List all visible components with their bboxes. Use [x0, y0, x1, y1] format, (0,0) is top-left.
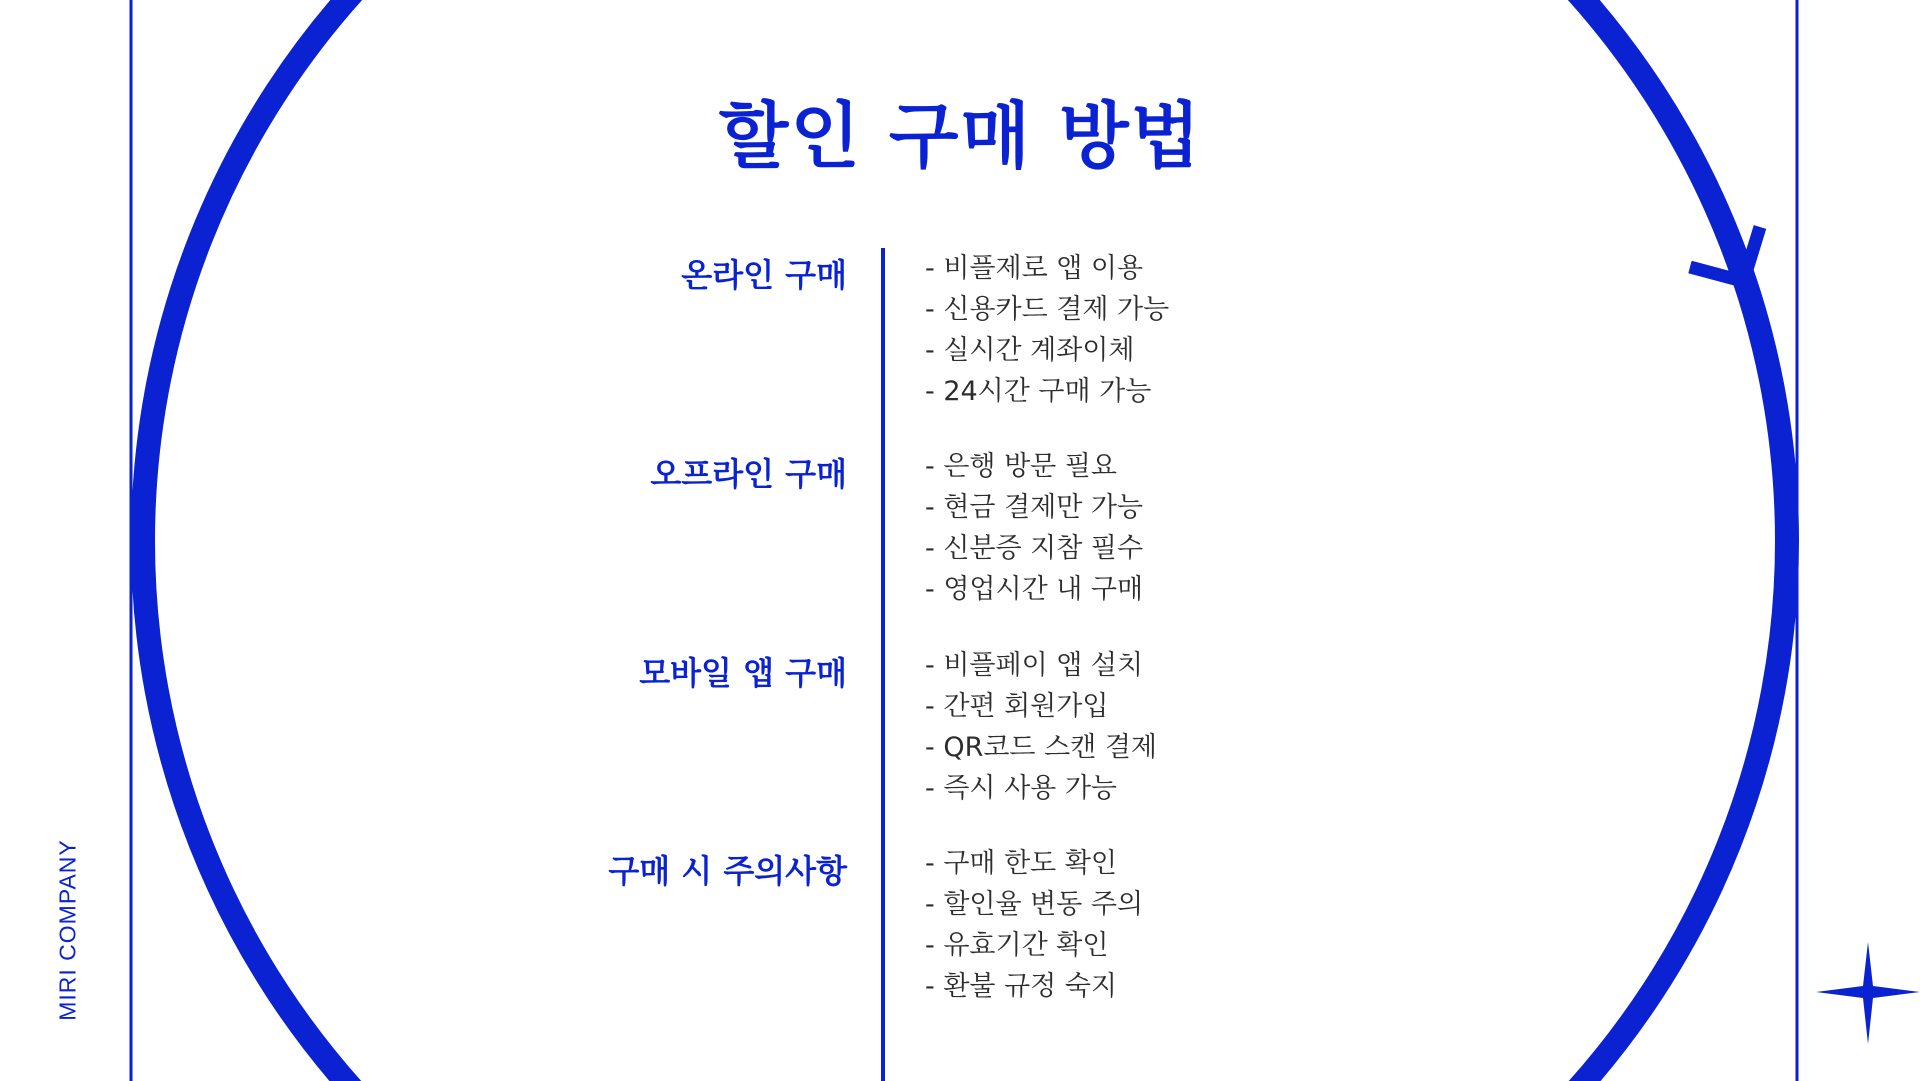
list-item: - 신분증 지참 필수 — [925, 533, 1144, 564]
section-heading-offline: 오프라인 구매 — [650, 455, 847, 493]
list-item: - 구매 한도 확인 — [925, 848, 1117, 879]
list-item: - 할인율 변동 주의 — [925, 889, 1144, 920]
list-item: - 현금 결제만 가능 — [925, 492, 1144, 523]
section-list-cautions — [925, 843, 1143, 1007]
brand-vertical-label: MIRI COMPANY — [54, 839, 81, 1021]
section-list-offline — [925, 446, 1143, 610]
page-title: 할인 구매 방법 — [718, 94, 1203, 178]
section-heading-mobile: 모바일 앱 구매 — [639, 654, 847, 692]
list-item: - 실시간 계좌이체 — [925, 335, 1135, 366]
section-heading-cautions: 구매 시 주의사항 — [608, 852, 847, 890]
list-item: - QR코드 스캔 결제 — [925, 732, 1157, 763]
list-item: - 영업시간 내 구매 — [925, 574, 1144, 605]
sparkle-star-center — [1861, 985, 1875, 999]
list-item: - 신용카드 결제 가능 — [925, 294, 1170, 325]
list-item: - 24시간 구매 가능 — [925, 376, 1152, 407]
section-heading-online: 온라인 구매 — [681, 256, 847, 294]
list-item: - 간편 회원가입 — [925, 691, 1109, 722]
list-item: - 은행 방문 필요 — [925, 451, 1117, 482]
list-item: - 즉시 사용 가능 — [925, 773, 1117, 804]
list-item: - 비플제로 앱 이용 — [925, 253, 1144, 284]
section-list-mobile — [925, 645, 1157, 809]
list-item: - 비플페이 앱 설치 — [925, 650, 1144, 681]
list-item: - 유효기간 확인 — [925, 930, 1109, 961]
list-item: - 환불 규정 숙지 — [925, 971, 1117, 1002]
section-list-online — [925, 248, 1169, 412]
